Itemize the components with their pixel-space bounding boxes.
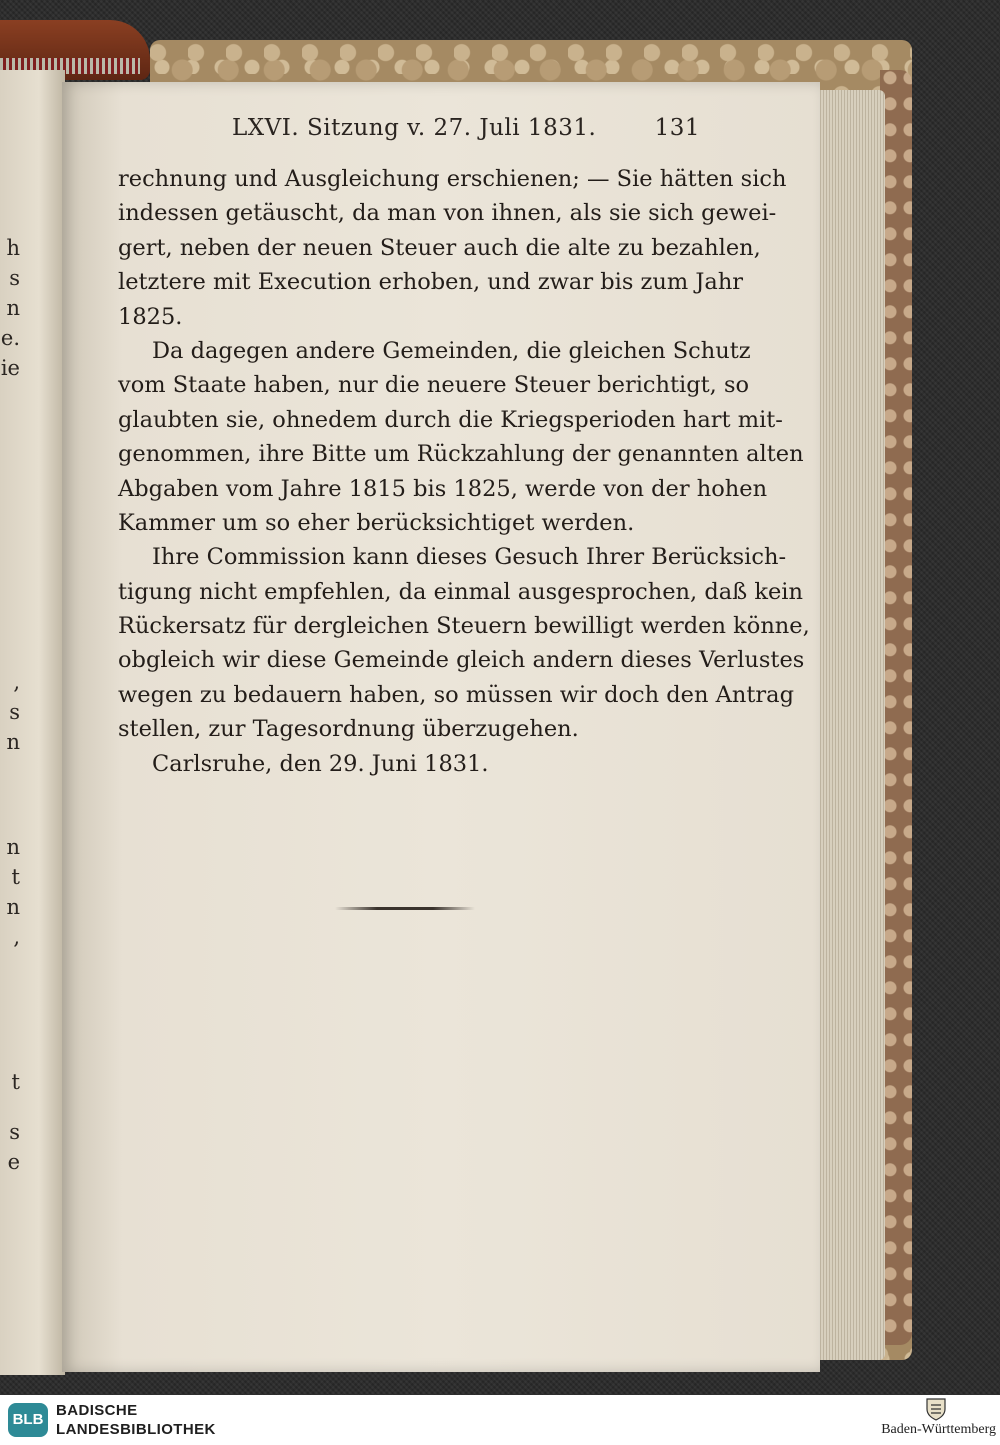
- left-page-fragment: n: [6, 730, 20, 754]
- left-page-fragment: ie: [0, 356, 20, 380]
- page-text: [118, 162, 810, 781]
- text-line: obgleich wir diese Gemeinde gleich andern dieses Verlustes: [118, 647, 805, 674]
- text-line: genommen, ihre Bitte um Rückzahlung der genannten alten: [118, 441, 804, 468]
- library-name: [56, 1401, 216, 1439]
- library-name-line1: BADISCHE: [56, 1402, 138, 1419]
- text-line: Kammer um so eher berücksichtiget werden.: [118, 509, 635, 536]
- left-page-fragment: h: [6, 236, 20, 260]
- left-page-fragment: n: [6, 895, 20, 919]
- text-line: Carlsruhe, den 29. Juni 1831.: [152, 750, 489, 777]
- text-line: Ihre Commission kann dieses Gesuch Ihrer Berücksich-: [152, 544, 787, 571]
- left-page-fragment: t: [11, 865, 20, 889]
- text-line: Abgaben vom Jahre 1815 bis 1825, werde von der hohen: [118, 475, 768, 502]
- text-line: wegen zu bedauern haben, so müssen wir doch den Antrag: [118, 681, 794, 708]
- region-name: Baden-Württemberg: [881, 1422, 996, 1437]
- left-page-fragment: s: [9, 1120, 20, 1144]
- left-page-fragment: n: [6, 835, 20, 859]
- left-page-fragment: n: [6, 296, 20, 320]
- running-head: [170, 115, 700, 155]
- library-name-line2: LANDESBIBLIOTHEK: [56, 1421, 216, 1438]
- running-title: LXVI. Sitzung v. 27. Juli 1831.: [232, 115, 597, 141]
- page-stack-edge: [815, 90, 885, 1360]
- text-line: indessen getäuscht, da man von ihnen, als sie sich gewei-: [118, 200, 777, 227]
- left-page-fragment: t: [11, 1070, 20, 1094]
- text-line: 1825.: [118, 303, 183, 330]
- left-page-fragment: e: [7, 1150, 20, 1174]
- text-line: glaubten sie, ohnedem durch die Kriegsperioden hart mit-: [118, 406, 783, 433]
- text-line: gert, neben der neuen Steuer auch die alte zu bezahlen,: [118, 234, 761, 261]
- closing-rule: [335, 907, 475, 910]
- left-page-fragment: s: [9, 266, 20, 290]
- text-line: rechnung und Ausgleichung erschienen; — Sie hätten sich: [118, 166, 787, 192]
- left-page-edge: [0, 70, 65, 1375]
- text-line: stellen, zur Tagesordnung überzugehen.: [118, 716, 579, 743]
- text-line: letztere mit Execution erhoben, und zwar bis zum Jahr: [118, 269, 744, 296]
- left-page-fragment: e.: [0, 326, 20, 350]
- text-line: vom Staate haben, nur die neuere Steuer berichtigt, so: [118, 372, 750, 399]
- text-line: Da dagegen andere Gemeinden, die gleichen Schutz: [152, 337, 751, 364]
- coat-of-arms-icon: [925, 1397, 947, 1421]
- page-number: 131: [654, 115, 700, 141]
- text-line: Rückersatz für dergleichen Steuern bewilligt werden könne,: [118, 613, 810, 640]
- footer-bar: [0, 1395, 1000, 1445]
- left-page-fragment: ,: [13, 925, 20, 949]
- text-line: tigung nicht empfehlen, da einmal ausgesprochen, daß kein: [118, 578, 803, 605]
- left-page-fragment: s: [9, 700, 20, 724]
- left-page-fragment: ,: [13, 670, 20, 694]
- blb-logo: BLB: [8, 1403, 48, 1437]
